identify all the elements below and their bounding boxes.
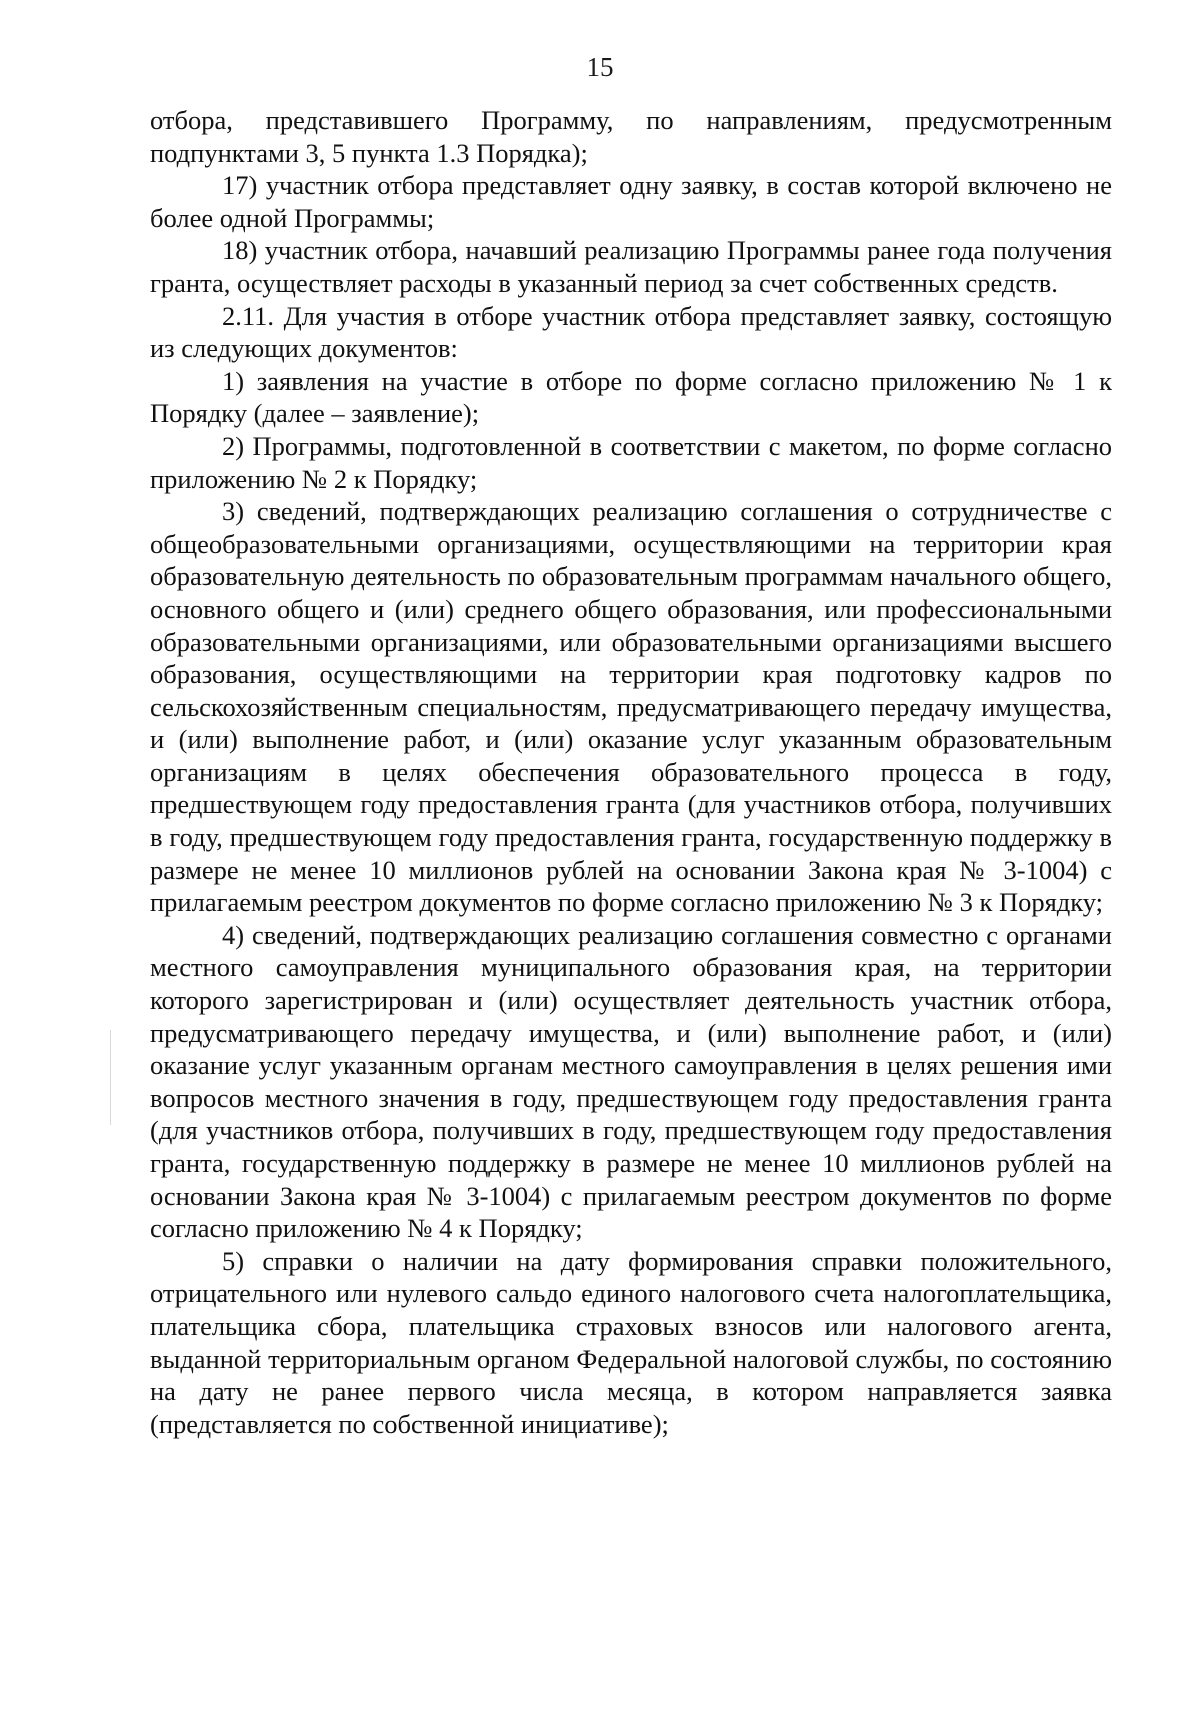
paragraph-item-2: 2) Программы, подготовленной в соответствии с макетом, по форме согласно приложению № 2 к Порядку; xyxy=(150,430,1112,494)
paragraph-item-1: 1) заявления на участие в отборе по форме согласно приложению № 1 к Порядку (далее – заявление); xyxy=(150,365,1112,429)
paragraph-item-18: 18) участник отбора, начавший реализацию Программы ранее года получения гранта, осуществляет расходы в указанный период за счет собственных средств. xyxy=(150,235,1112,298)
paragraph-item-3: 3) сведений, подтверждающих реализацию соглашения о сотрудничестве с общеобразовательными организациями, осуществляющими на территории края образовательную деятельность по образовательным программам начального общего, основного общего и (или) среднего общего образования, или профессиональными образовательными организациями, или образовательными организациями высшего образования, осуществляющими на территории края подготовку кадров по сельскохозяйственным специальностям, предусматривающего передачу имущества, и (или) выполнение работ, и (или) оказание услуг указанным образовательным организациям в целях обеспечения образовательного процесса в году, предшествующем году предоставления гранта (для участников отбора, получивших в году, предшествующем году предоставления гранта, государственную поддержку в размере не менее 10 миллионов рублей на основании Закона края № 3-1004) с прилагаемым реестром документов по форме согласно приложению № 3 к Порядку; xyxy=(150,496,1112,918)
margin-mark xyxy=(110,1030,111,1125)
paragraph-section-2-11: 2.11. Для участия в отборе участник отбора представляет заявку, состоящую из следующих документов: xyxy=(150,300,1112,364)
document-body xyxy=(150,104,1112,1440)
paragraph-item-17: 17) участник отбора представляет одну заявку, в состав которой включено не более одной Программы; xyxy=(150,170,1112,233)
page-number: 15 xyxy=(586,52,614,82)
paragraph-item-5: 5) справки о наличии на дату формирования справки положительного, отрицательного или нулевого сальдо единого налогового счета налогоплательщика, плательщика сбора, плательщика страховых взносов или налогового агента, выданной территориальным органом Федеральной налоговой службы, по состоянию на дату не ранее первого числа месяца, в котором направляется заявка (представляется по собственной инициативе); xyxy=(150,1245,1112,1439)
paragraph-item-4: 4) сведений, подтверждающих реализацию соглашения совместно с органами местного самоуправления муниципального образования края, на территории которого зарегистрирован и (или) осуществляет деятельность участник отбора, предусматривающего передачу имущества, и (или) выполнение работ, и (или) оказание услуг указанным органам местного самоуправления в целях решения ими вопросов местного значения в году, предшествующем году предоставления гранта (для участников отбора, получивших в году, предшествующем году предоставления гранта, государственную поддержку в размере не менее 10 миллионов рублей на основании Закона края № 3-1004) с прилагаемым реестром документов по форме согласно приложению № 4 к Порядку; xyxy=(150,919,1112,1244)
paragraph-continuation: отбора, представившего Программу, по направлениям, предусмотренным подпунктами 3, 5 пункта 1.3 Порядка); xyxy=(150,105,1112,168)
